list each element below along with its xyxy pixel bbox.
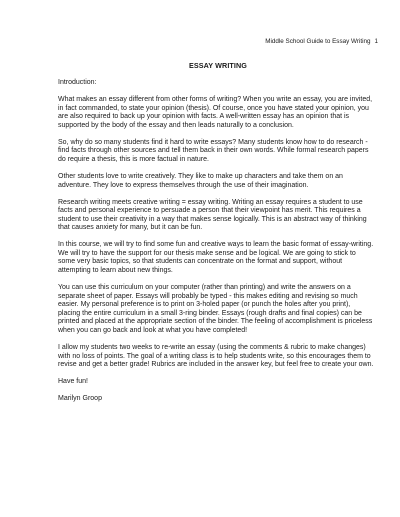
running-header — [265, 38, 378, 46]
document-title: ESSAY WRITING — [188, 61, 247, 70]
closing-line: Have fun! — [58, 378, 88, 386]
paragraph-research-meets-creative: Research writing meets creative writing = essay writing. Writing an essay requires a student to use facts and personal experience to persuade a person that their viewpoint has merit. This requires a student to use their creativity in a way that makes sense logically. This is an abstract way of thinking that causes anxiety for many, but it can be fun. — [58, 198, 367, 232]
paragraph-creative-writers: Other students love to write creatively. They like to make up characters and take them on an adventure. They love to express themselves through the use of their imagination. — [58, 173, 343, 189]
author-signature: Marilyn Groop — [58, 395, 102, 403]
introduction-heading: Introduction: — [58, 79, 97, 86]
paragraph-essay-definition: What makes an essay different from other forms of writing? When you write an essay, you are invited, in fact commanded, to state your opinion (thesis). Of course, once you have stated your opinion, you are also required to back up your opinion with facts. A well-written essay has an opinion that is supported by the body of the essay and then leads naturally to a conclusion. — [58, 96, 373, 129]
paragraph-rewrite-policy: I allow my students two weeks to re-write an essay (using the comments & rubric to make changes) with no loss of points. The goal of a writing class is to help students write, so this encourages them to revise and get a better grade! Rubrics are included in the answer key, but feel free to create your own. — [58, 343, 374, 369]
running-header-title: Middle School Guide to Essay Writing — [265, 38, 371, 45]
paragraph-why-hard: So, why do so many students find it hard to write essays? Many students know how to do research - find facts through other sources and tell them back in their own words. While formal research papers do require a thesis, this is more factual in nature. — [58, 138, 369, 163]
paragraph-course-goals: In this course, we will try to find some fun and creative ways to learn the basic format of essay-writing. We will try to have the support for our thesis make sense and be logical. We are going to stick to some very basic topics, so that students can concentrate on the format and support, without attempting to learn about new things. — [58, 241, 374, 275]
document-body — [58, 79, 374, 412]
paragraph-using-curriculum: You can use this curriculum on your computer (rather than printing) and write the answers on a separate sheet of paper. Essays will probably be typed - this makes editing and revising so much easier. My personal preference is to print on 3-holed paper (or punch the holes after you print), placing the entire curriculum in a small 3-ring binder. Essays (rough drafts and final copies) can be printed and placed at the appropriate section of the binder. The feeling of accomplishment is priceless when you can go back and look at what you have completed! — [58, 284, 373, 334]
page-number: 1 — [374, 38, 378, 45]
